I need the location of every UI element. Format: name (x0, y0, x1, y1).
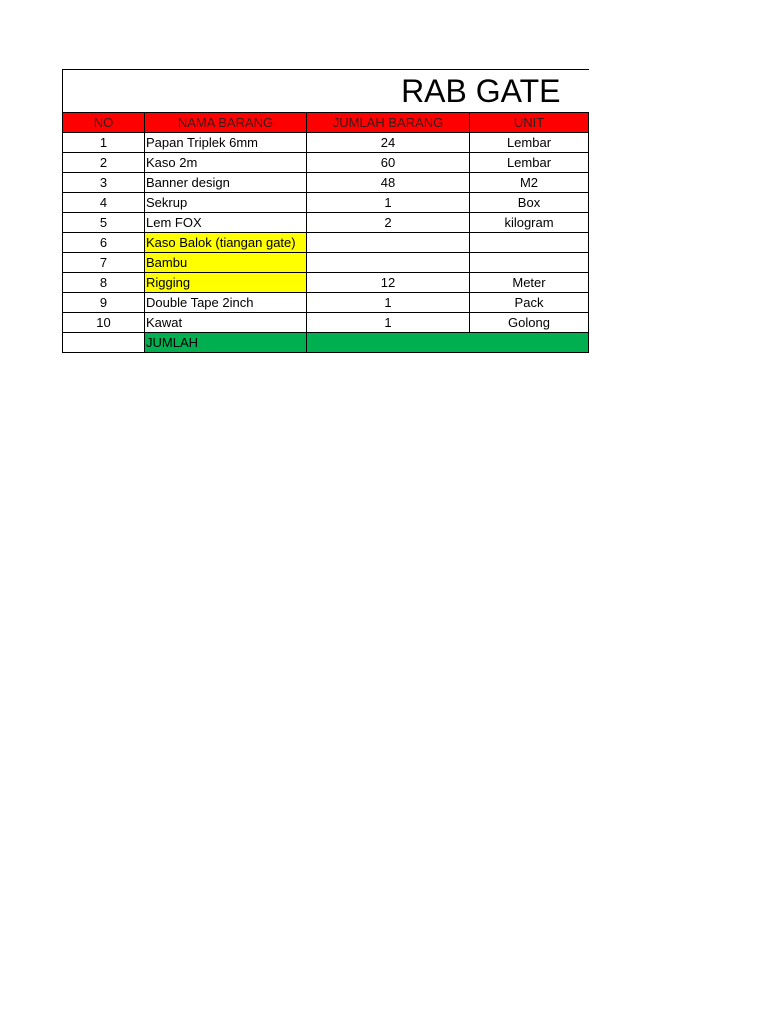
cell-no[interactable]: 10 (63, 313, 145, 333)
title-row (63, 70, 589, 113)
cell-jumlah-barang[interactable]: 1 (307, 293, 470, 313)
table-row (63, 293, 589, 313)
cell-nama-barang[interactable]: Sekrup (145, 193, 307, 213)
cell-unit[interactable]: Box (470, 193, 589, 213)
cell-jumlah-barang[interactable]: 1 (307, 313, 470, 333)
header-jumlah-barang[interactable]: JUMLAH BARANG (307, 113, 470, 133)
table-row (63, 313, 589, 333)
cell-nama-barang[interactable]: Lem FOX (145, 213, 307, 233)
cell-jumlah-barang[interactable]: 60 (307, 153, 470, 173)
cell-jumlah-barang[interactable]: 48 (307, 173, 470, 193)
cell-jumlah-barang[interactable] (307, 253, 470, 273)
cell-unit[interactable]: Golong (470, 313, 589, 333)
cell-no[interactable]: 4 (63, 193, 145, 213)
cell-nama-barang[interactable]: Papan Triplek 6mm (145, 133, 307, 153)
cell-unit[interactable] (470, 233, 589, 253)
table-row (63, 213, 589, 233)
rab-table (62, 69, 589, 353)
cell-no[interactable]: 6 (63, 233, 145, 253)
header-unit[interactable]: UNIT (470, 113, 589, 133)
spreadsheet (62, 69, 588, 353)
cell-nama-barang[interactable]: Kawat (145, 313, 307, 333)
cell-jumlah-barang[interactable]: 12 (307, 273, 470, 293)
cell-nama-barang[interactable]: Kaso Balok (tiangan gate) (145, 233, 307, 253)
table-row (63, 153, 589, 173)
cell-nama-barang[interactable]: Double Tape 2inch (145, 293, 307, 313)
cell-nama-barang[interactable]: Rigging (145, 273, 307, 293)
cell-nama-barang[interactable]: Kaso 2m (145, 153, 307, 173)
total-blank-cell[interactable] (63, 333, 145, 353)
cell-unit[interactable]: Meter (470, 273, 589, 293)
cell-unit[interactable]: Lembar (470, 133, 589, 153)
cell-jumlah-barang[interactable]: 2 (307, 213, 470, 233)
cell-no[interactable]: 2 (63, 153, 145, 173)
header-nama-barang[interactable]: NAMA BARANG (145, 113, 307, 133)
cell-nama-barang[interactable]: Banner design (145, 173, 307, 193)
cell-no[interactable]: 7 (63, 253, 145, 273)
cell-no[interactable]: 3 (63, 173, 145, 193)
sheet-title[interactable]: RAB GATE (63, 70, 589, 113)
table-row (63, 273, 589, 293)
table-row (63, 233, 589, 253)
cell-no[interactable]: 5 (63, 213, 145, 233)
header-no[interactable]: NO (63, 113, 145, 133)
table-row (63, 253, 589, 273)
cell-jumlah-barang[interactable]: 24 (307, 133, 470, 153)
cell-unit[interactable]: Pack (470, 293, 589, 313)
cell-nama-barang[interactable]: Bambu (145, 253, 307, 273)
cell-unit[interactable]: Lembar (470, 153, 589, 173)
total-row (63, 333, 589, 353)
cell-no[interactable]: 9 (63, 293, 145, 313)
cell-jumlah-barang[interactable]: 1 (307, 193, 470, 213)
table-row (63, 193, 589, 213)
cell-unit[interactable]: M2 (470, 173, 589, 193)
total-value-cell[interactable] (307, 333, 589, 353)
table-row (63, 173, 589, 193)
table-row (63, 133, 589, 153)
header-row (63, 113, 589, 133)
cell-no[interactable]: 1 (63, 133, 145, 153)
cell-unit[interactable]: kilogram (470, 213, 589, 233)
cell-unit[interactable] (470, 253, 589, 273)
total-label[interactable]: JUMLAH (145, 333, 307, 353)
cell-no[interactable]: 8 (63, 273, 145, 293)
cell-jumlah-barang[interactable] (307, 233, 470, 253)
